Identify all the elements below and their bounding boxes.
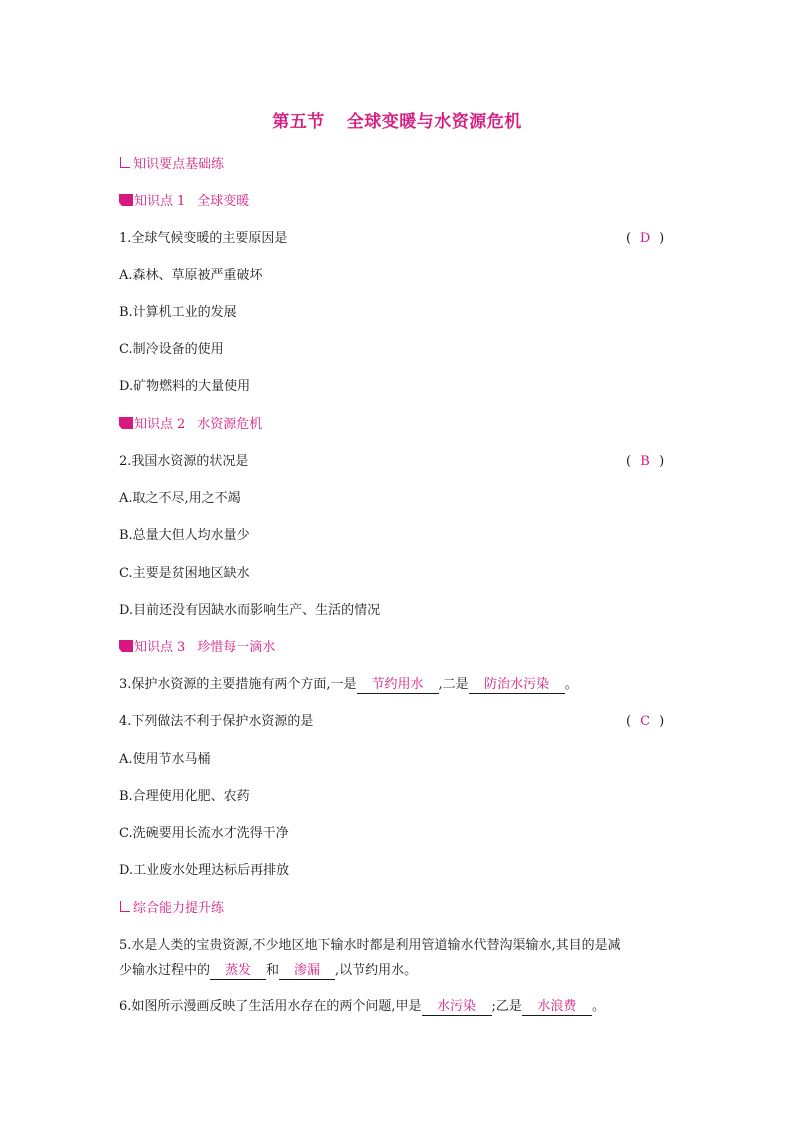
section-basic-label: 知识要点基础练 [133, 157, 225, 172]
section-advanced-header [119, 900, 224, 918]
bookmark-icon [119, 194, 133, 206]
knowledge-point-3: 知识点 3 珍惜每一滴水 [119, 639, 275, 657]
question-5-line-2: 少输水过程中的 蒸发 和 渗漏 ,以节约用水。 [119, 963, 418, 978]
knowledge-point-2: 知识点 2 水资源危机 [119, 416, 262, 434]
question-6: 6.如图所示漫画反映了生活用水存在的两个问题,甲是 水污染 ;乙是 水浪费 。 [119, 999, 605, 1014]
section-basic-header [119, 156, 224, 174]
section-corner-icon [119, 901, 131, 913]
question-4-stem: 4.下列做法不利于保护水资源的是 [119, 714, 314, 729]
question-4-answer: ( C ) [626, 714, 665, 729]
title-name: 全球变暖与水资源危机 [346, 112, 522, 132]
section-corner-icon [119, 157, 131, 169]
question-2-option-c: C.主要是贫困地区缺水 [119, 566, 250, 581]
page-title [0, 107, 794, 132]
answer-blank: 节约用水 [357, 677, 439, 694]
question-2-option-d: D.目前还没有因缺水而影响生产、生活的情况 [119, 603, 381, 618]
knowledge-point-name: 水资源危机 [197, 417, 263, 432]
question-1-stem: 1.全球气候变暖的主要原因是 [119, 231, 288, 246]
section-advanced-label: 综合能力提升练 [133, 901, 225, 916]
question-1-option-d: D.矿物燃料的大量使用 [119, 379, 251, 394]
answer-blank: 蒸发 [210, 963, 266, 980]
answer-blank: 防治水污染 [469, 677, 565, 694]
knowledge-point-name: 全球变暖 [197, 194, 250, 209]
question-2-option-a: A.取之不尽,用之不竭 [119, 491, 241, 506]
bookmark-icon [119, 640, 133, 652]
knowledge-point-1: 知识点 1 全球变暖 [119, 193, 249, 211]
title-section: 第五节 [272, 112, 325, 132]
question-4-option-d: D.工业废水处理达标后再排放 [119, 863, 290, 878]
question-2-answer: ( B ) [626, 454, 665, 469]
question-4-option-b: B.合理使用化肥、农药 [119, 789, 250, 804]
question-4-option-c: C.洗碗要用长流水才洗得干净 [119, 826, 289, 841]
question-1-option-b: B.计算机工业的发展 [119, 305, 237, 320]
answer-blank: 水污染 [422, 999, 492, 1016]
question-2-option-b: B.总量大但人均水量少 [119, 528, 250, 543]
question-1-answer: ( D ) [626, 231, 665, 246]
knowledge-point-name: 珍惜每一滴水 [197, 640, 276, 655]
answer-blank: 水浪费 [522, 999, 592, 1016]
answer-blank: 渗漏 [279, 963, 335, 980]
question-4-option-a: A.使用节水马桶 [119, 752, 211, 767]
bookmark-icon [119, 417, 133, 429]
question-1-option-a: A.森林、草原被严重破坏 [119, 268, 263, 283]
question-2-stem: 2.我国水资源的状况是 [119, 454, 249, 469]
question-1-option-c: C.制冷设备的使用 [119, 342, 224, 357]
question-5-line-1: 5.水是人类的宝贵资源,不少地区地下输水时都是利用管道输水代替沟渠输水,其目的是减 [119, 938, 621, 953]
question-3: 3.保护水资源的主要措施有两个方面,一是 节约用水 ,二是 防治水污染 。 [119, 677, 578, 692]
